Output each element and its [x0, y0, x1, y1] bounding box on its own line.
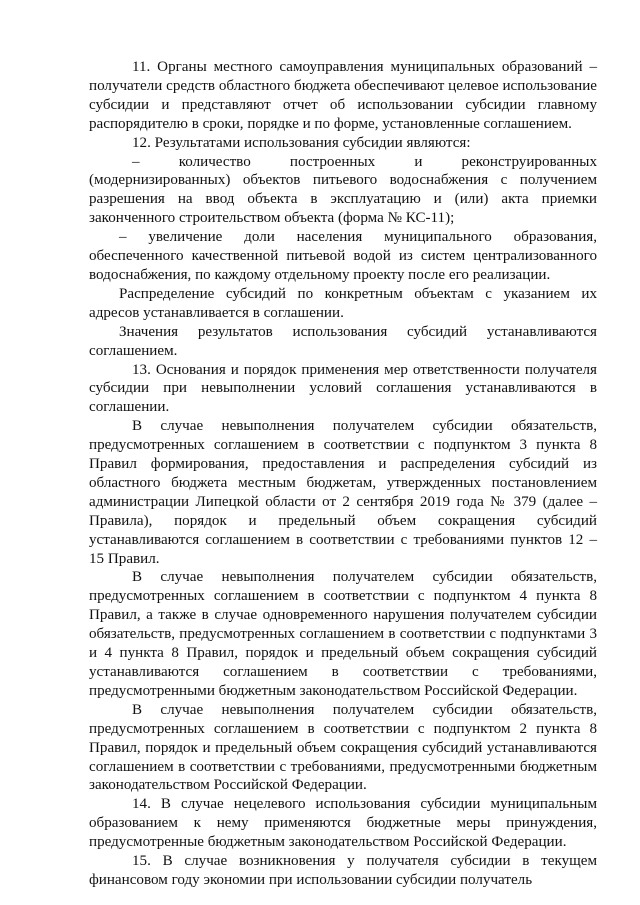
paragraph-13: 13. Основания и порядок применения мер ответственности получателя субсидии при невыполнении условий соглашения устанавливаются в соглашении. — [89, 361, 597, 416]
document-body — [89, 58, 597, 890]
paragraph-13-case-subpoint-3: В случае невыполнения получателем субсидии обязательств, предусмотренных соглашением в соответствии с подпунктом 3 пункта 8 Правил формирования, предоставления и распределения субсидий из областного бюджета местным бюджетам, утвержденных постановлением администрации Липецкой области от 2 сентября 2019 года № 379 (далее – Правила), порядок и предельный объем сокращения субсидий устанавливаются соглашением в соответствии с требованиями пунктов 12 – 15 Правил. — [89, 418, 597, 567]
result-item-population-share: – увеличение доли населения муниципального образования, обеспеченного качественной питьевой водой из систем централизованного водоснабжения, по каждому отдельному проекту после его реализации. — [89, 229, 597, 283]
paragraph-result-values: Значения результатов использования субсидий устанавливаются соглашением. — [89, 323, 597, 359]
paragraph-13-case-subpoint-4: В случае невыполнения получателем субсидии обязательств, предусмотренных соглашением в соответствии с подпунктом 4 пункта 8 Правил, а также в случае одновременного нарушения получателем субсидии обязательств, предусмотренных соглашением в соответствии с подпунктами 3 и 4 пункта 8 Правил, порядок и предельный объем сокращения субсидий устанавливаются соглашением в соответствии с требованиями, предусмотренными бюджетным законодательством Российской Федерации. — [89, 569, 597, 699]
paragraph-12: 12. Результатами использования субсидии являются: — [132, 134, 471, 151]
paragraph-14: 14. В случае нецелевого использования субсидии муниципальным образованием к нему применяются бюджетные меры принуждения, предусмотренные бюджетным законодательством Российской Федерации. — [89, 796, 597, 851]
result-item-objects: – количество построенных и реконструированных (модернизированных) объектов питьевого водоснабжения с получением разрешения на ввод объекта в эксплуатацию и (или) акта приемки законченного строительством объекта (форма № КС-11); — [89, 153, 597, 227]
paragraph-15: 15. В случае возникновения у получателя субсидии в текущем финансовом году экономии при использовании субсидии получатель — [89, 853, 597, 888]
paragraph-11: 11. Органы местного самоуправления муниципальных образований – получатели средств областного бюджета обеспечивают целевое использование субсидии и представляют отчет об использовании субсидии главному распорядителю в сроки, порядке и по форме, установленные соглашением. — [89, 59, 597, 132]
paragraph-13-case-subpoint-2: В случае невыполнения получателем субсидии обязательств, предусмотренных соглашением в соответствии с подпунктом 2 пункта 8 Правил, порядок и предельный объем сокращения субсидий устанавливаются соглашением в соответствии с требованиями, предусмотренными бюджетным законодательством Российской Федерации. — [89, 701, 597, 794]
paragraph-distribution: Распределение субсидий по конкретным объектам с указанием их адресов устанавливается в соглашении. — [89, 285, 597, 321]
